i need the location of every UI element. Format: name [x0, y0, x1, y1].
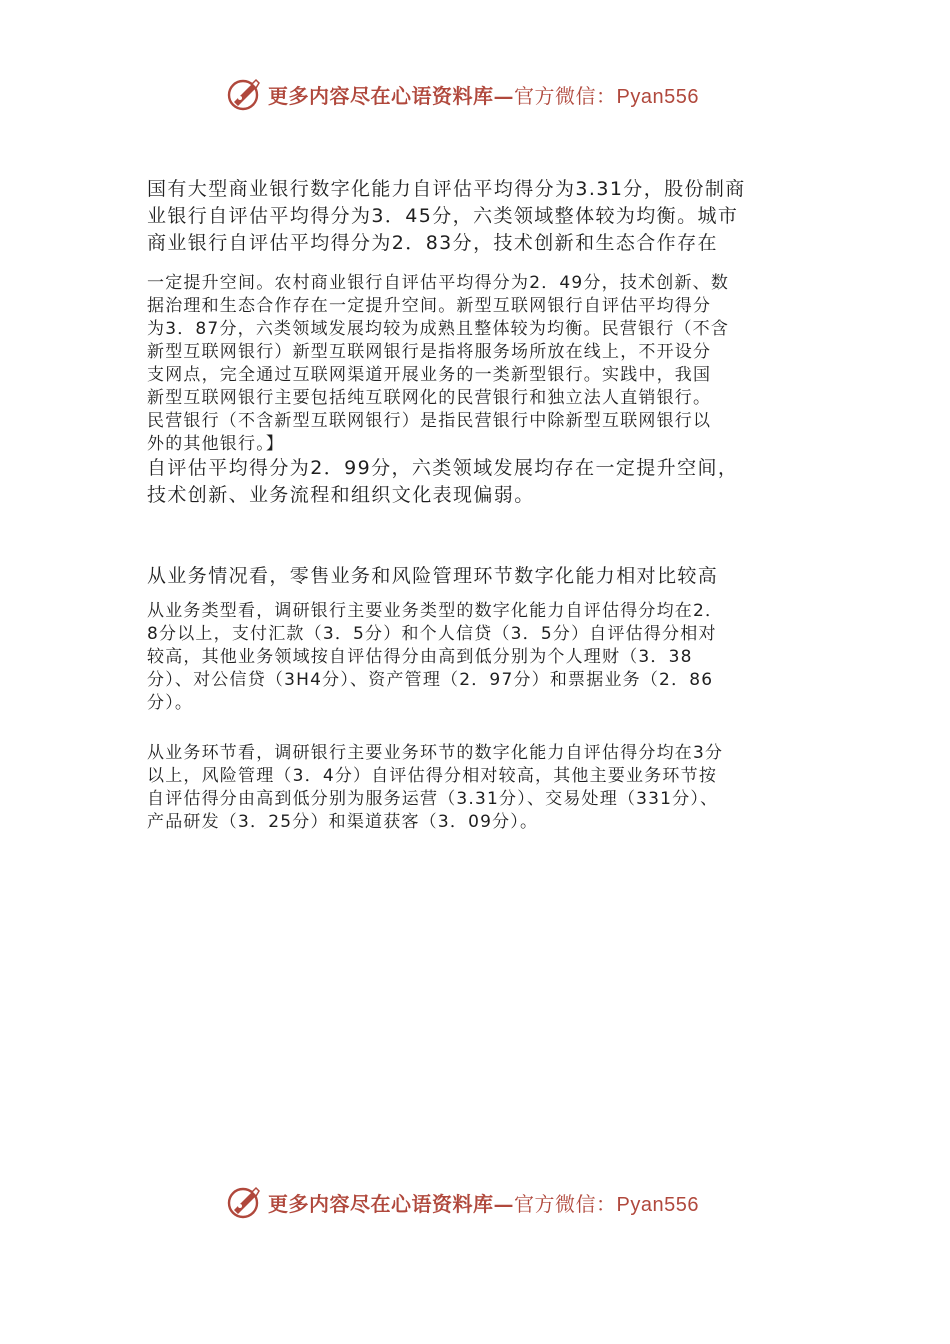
pen-seal-icon	[226, 76, 262, 112]
paragraph-footnote-internet-banks: 一定提升空间。农村商业银行自评估平均得分为2．49分，技术创新、数 据治理和生态合作存在一定提升空间。新型互联网银行自评估平均得分 为3．87分，六类领域发展均较为成熟且整体较为均衡。民营银行（不含 新型互联网银行）新型互联网银行是指将服务场所放在线上，不开设分 支网点，完全通过互联网渠道开展业务的一类新型银行。实践中，我国 新型互联网银行主要包括纯互联网化的民营银行和独立法人直销银行。 民营银行（不含新型互联网银行）是指民营银行中除新型互联网银行以 外的其他银行。】	[147, 273, 730, 454]
paragraph-private-bank-scores: 自评估平均得分为2．99分，六类领域发展均存在一定提升空间， 技术创新、业务流程和组织文化表现偏弱。	[147, 457, 739, 506]
banner-text	[268, 1188, 699, 1217]
banner-main: 更多内容尽在心语资料库—	[268, 1191, 514, 1216]
banner-wechat-id: Pyan556	[616, 85, 699, 108]
header-banner	[226, 74, 726, 114]
pen-seal-icon	[226, 1184, 262, 1220]
banner-wechat-label: 官方微信：	[514, 1191, 617, 1216]
paragraph-business-stages: 从业务环节看，调研银行主要业务环节的数字化能力自评估得分均在3分 以上，风险管理（3．4分）自评估得分相对较高，其他主要业务环节按 自评估得分由高到低分别为服务运营（3.31分）、交易处理（331分）、 产品研发（3．25分）和渠道获客（3．09分）。	[147, 743, 724, 832]
paragraph-bank-scores: 国有大型商业银行数字化能力自评估平均得分为3.31分，股份制商 业银行自评估平均得分为3．45分，六类领域整体较为均衡。城市 商业银行自评估平均得分为2．83分，技术创新和生态合作存在	[147, 178, 746, 254]
footer-banner	[226, 1182, 726, 1222]
banner-wechat-id: Pyan556	[616, 1193, 699, 1216]
paragraph-business-types: 从业务类型看，调研银行主要业务类型的数字化能力自评估得分均在2． 8分以上，支付汇款（3．5分）和个人信贷（3．5分）自评估得分相对 较高，其他业务领域按自评估得分由高到低分别为个人理财（3．38 分）、对公信贷（3H4分）、资产管理（2．97分）和票据业务（2．86 分）。	[147, 601, 724, 713]
banner-main: 更多内容尽在心语资料库—	[268, 83, 514, 108]
banner-wechat-label: 官方微信：	[514, 83, 617, 108]
banner-text	[268, 80, 699, 109]
section-heading-business: 从业务情况看，零售业务和风险管理环节数字化能力相对比较高	[147, 565, 719, 587]
